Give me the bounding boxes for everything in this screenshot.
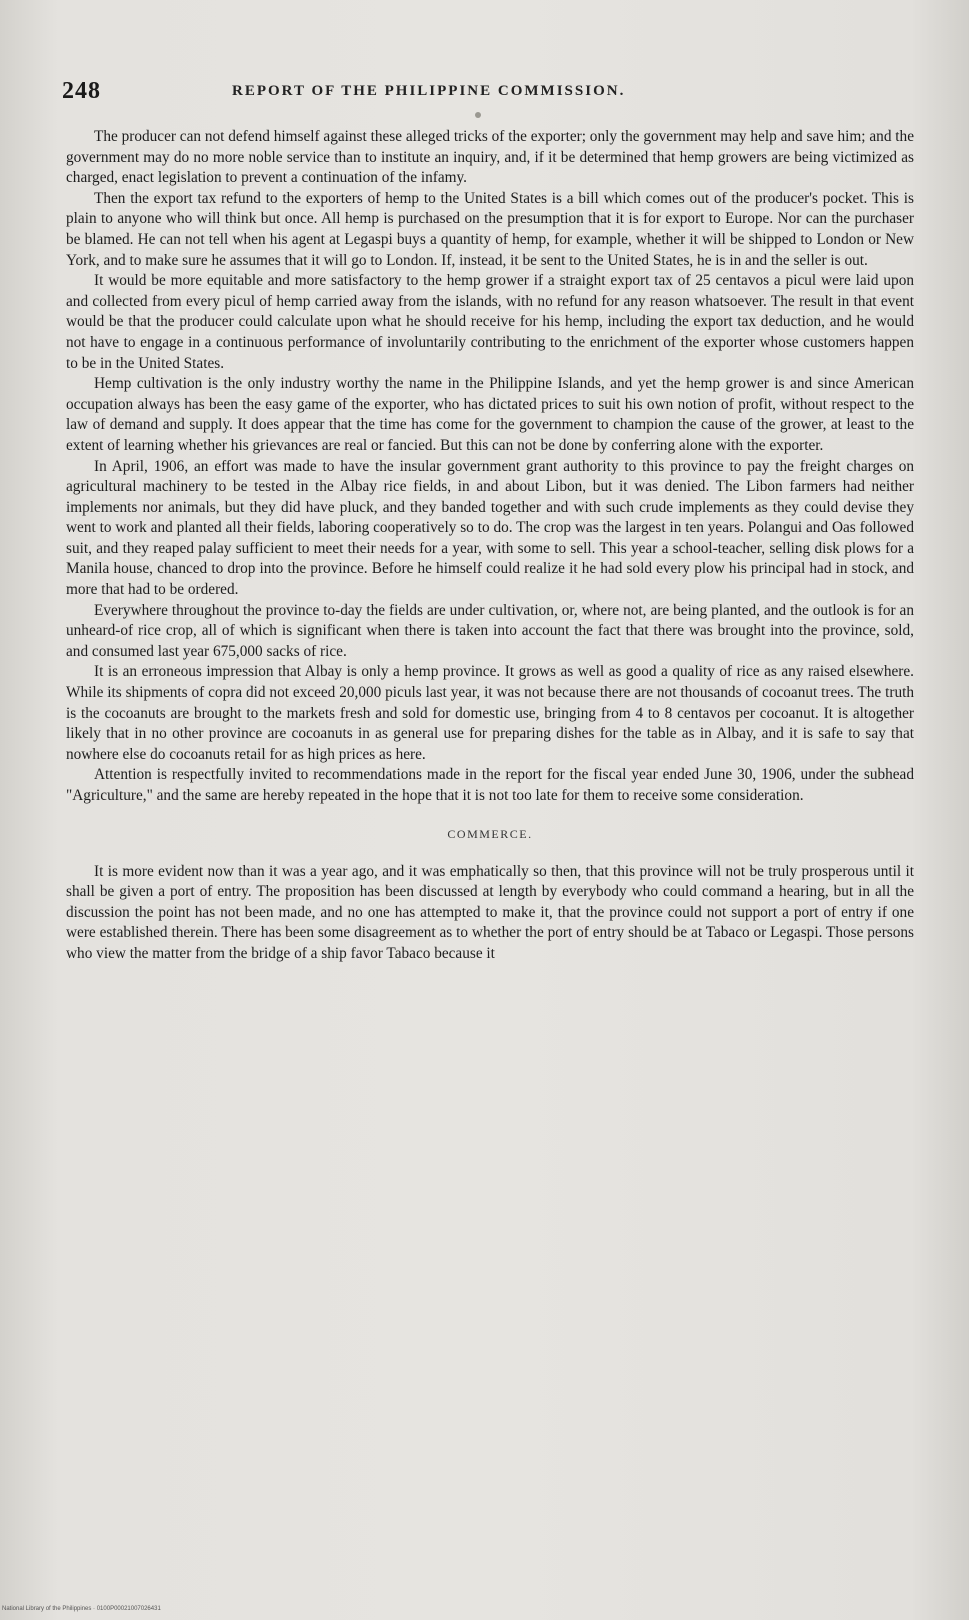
- running-head: REPORT OF THE PHILIPPINE COMMISSION.: [232, 83, 626, 99]
- paragraph: It would be more equitable and more satisfactory to the hemp grower if a straight export tax of 25 centavos a picul were laid upon and collected from every picul of hemp carried away from the islands, with no refund for any reason whatsoever. The result in that event would be that the producer could calculate upon what he should receive for his hemp, including the export tax deduction, and he would not have to engage in a continuous performance of involuntarily contributing to the enrichment of the exporter whose customers happen to be in the United States.: [66, 272, 914, 372]
- body-text: [66, 127, 914, 965]
- paragraph: It is more evident now than it was a year ago, and it was emphatically so then, that this province will not be truly prosperous until it shall be given a port of entry. The proposition has been discussed at length by everybody who could command a hearing, but in all the discussion the point has not been made, and no one has attempted to make it, that the province could not support a port of entry if one were established therein. There has been some disagreement as to whether the port of entry should be at Tabaco or Legaspi. Those persons who view the matter from the bridge of a ship favor Tabaco because it: [66, 862, 914, 962]
- paragraph: The producer can not defend himself against these alleged tricks of the exporter; only the government may help and save him; and the government may do no more noble service than to institute an inquiry, and, if it be determined that hemp growers are being victimized as charged, enact legislation to prevent a continuation of the infamy.: [66, 128, 914, 187]
- paragraph: Hemp cultivation is the only industry worthy the name in the Philippine Islands, and yet the hemp grower is and since American occupation always has been the easy game of the exporter, who has dictated prices to suit his own notion of profit, without respect to the law of demand and supply. It does appear that the time has come for the government to champion the cause of the grower, at least to the extent of learning whether his grievances are real or fancied. But this can not be done by conferring alone with the exporter.: [66, 375, 914, 454]
- page-header: [62, 78, 922, 108]
- paragraph: Everywhere throughout the province to-day the fields are under cultivation, or, where not, are being planted, and the outlook is for an unheard-of rice crop, all of which is significant when there is taken into account the fact that there was brought into the province, sold, and consumed last year 675,000 sacks of rice.: [66, 601, 914, 660]
- printer-mark: [475, 112, 481, 118]
- paragraph: It is an erroneous impression that Albay is only a hemp province. It grows as well as good a quality of rice as any raised elsewhere. While its shipments of copra did not exceed 20,000 piculs last year, it was not because there are not thousands of cocoanut trees. The truth is the cocoanuts are brought to the markets fresh and sold for domestic use, bringing from 4 to 8 centavos per cocoanut. It is altogether likely that in no other province are cocoanuts in as general use for preparing dishes for the table as in Albay, and it is safe to say that nowhere else do cocoanuts retail for as high prices as here.: [66, 663, 914, 763]
- paragraph: Attention is respectfully invited to recommendations made in the report for the fiscal year ended June 30, 1906, under the subhead "Agriculture," and the same are hereby repeated in the hope that it is not too late for them to receive some consideration.: [66, 766, 914, 804]
- section-heading: COMMERCE.: [447, 826, 533, 841]
- page-number: 248: [62, 78, 101, 104]
- scan-footer: National Library of the Philippines · 0100P00021007026431: [2, 1606, 161, 1612]
- paragraph: Then the export tax refund to the exporters of hemp to the United States is a bill which comes out of the producer's pocket. This is plain to anyone who will think but once. All hemp is purchased on the presumption that it is for export to Europe. Nor can the purchaser be blamed. He can not tell when his agent at Legaspi buys a quantity of hemp, for example, whether it will be shipped to London or New York, and to make sure he assumes that it will go to London. If, instead, it be sent to the United States, he is in and the seller is out.: [66, 189, 914, 269]
- paragraph: In April, 1906, an effort was made to have the insular government grant authority to this province to pay the freight charges on agricultural machinery to be tested in the Albay rice fields, in and about Libon, but it was denied. The Libon farmers had neither implements nor animals, but they did have pluck, and they banded together and with such crude implements as they could devise they went to work and planted all their fields, laboring cooperatively so to do. The crop was the largest in ten years. Polangui and Oas followed suit, and they reaped palay sufficient to meet their needs for a year, with some to sell. This year a school-teacher, selling disk plows for a Manila house, chanced to drop into the province. Before he himself could realize it he had sold every plow his principal had in stock, and more that had to be ordered.: [66, 457, 914, 599]
